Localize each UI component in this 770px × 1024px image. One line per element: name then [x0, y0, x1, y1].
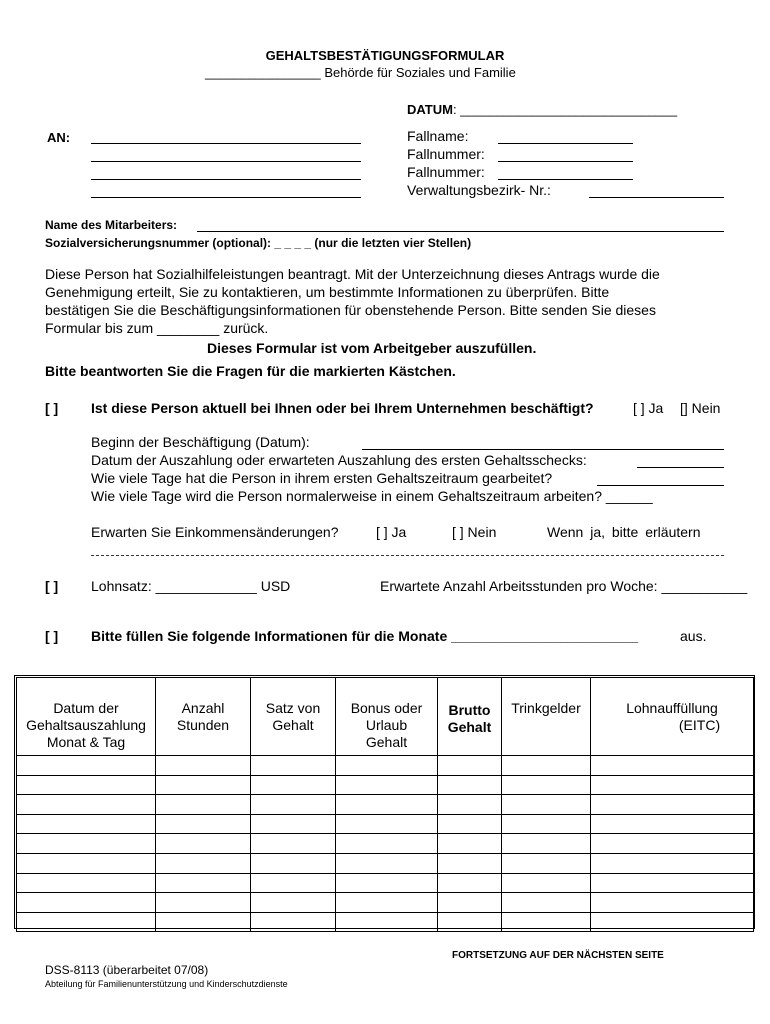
table-cell[interactable]: [251, 834, 336, 854]
agency-line: [205, 65, 516, 80]
form-title: GEHALTSBESTÄTIGUNGSFORMULAR: [265, 48, 505, 63]
col-header-gross: [438, 678, 502, 756]
table-cell[interactable]: [502, 775, 591, 795]
intro-line-1: Diese Person hat Sozialhilfeleistungen beantragt. Mit der Unterzeichnung dieses Antrags wurde die: [45, 266, 660, 282]
table-row: [17, 912, 754, 932]
table-cell[interactable]: [502, 795, 591, 815]
section1-question: Ist diese Person aktuell bei Ihnen oder bei Ihrem Unternehmen beschäftigt?: [91, 400, 594, 416]
lohnsatz-field[interactable]: Lohnsatz: _____________ USD: [91, 578, 291, 594]
income-yes-checkbox[interactable]: [ ] Ja: [376, 524, 407, 540]
table-cell[interactable]: [251, 853, 336, 873]
table-header-row: [17, 678, 754, 756]
table-cell[interactable]: [156, 795, 251, 815]
start-date-label: Beginn der Beschäftigung (Datum):: [91, 434, 310, 450]
intro-line-4: Formular bis zum ________ zurück.: [45, 320, 269, 336]
table-cell[interactable]: [156, 853, 251, 873]
table-cell[interactable]: [336, 912, 438, 932]
table-cell[interactable]: [438, 814, 502, 834]
agency-blank[interactable]: ________________: [205, 65, 321, 80]
table-cell[interactable]: [591, 853, 754, 873]
days-first-label: Wie viele Tage hat die Person in ihrem ersten Gehaltszeitraum gearbeitet?: [91, 470, 553, 486]
table-cell[interactable]: [502, 873, 591, 893]
table-body: [17, 756, 754, 932]
col-header-date-l3: Monat & Tag: [46, 734, 126, 750]
table-cell[interactable]: [591, 756, 754, 776]
section1-checkbox[interactable]: [ ]: [45, 400, 59, 416]
col-header-eitc: [591, 678, 754, 756]
table-cell[interactable]: [251, 873, 336, 893]
section2-checkbox[interactable]: [ ]: [45, 578, 59, 594]
table-cell[interactable]: [591, 912, 754, 932]
table-cell[interactable]: [156, 893, 251, 913]
table-cell[interactable]: [438, 893, 502, 913]
continue-note: FORTSETZUNG AUF DER NÄCHSTEN SEITE: [452, 950, 664, 961]
col-header-rate: [251, 678, 336, 756]
col-header-date-l1: Datum der: [53, 700, 119, 716]
table-cell[interactable]: [438, 873, 502, 893]
table-cell[interactable]: [336, 834, 438, 854]
col-header-date: [17, 678, 156, 756]
hours-field[interactable]: Erwartete Anzahl Arbeitsstunden pro Woche: ___________: [380, 578, 748, 594]
table-cell[interactable]: [336, 756, 438, 776]
table-row: [17, 795, 754, 815]
table-row: [17, 873, 754, 893]
col-header-gross-l2: Gehalt: [447, 719, 492, 735]
days-normal-label: [91, 488, 653, 504]
col-header-bonus-l2: Urlaub: [365, 717, 408, 733]
employee-name-field[interactable]: [197, 231, 724, 232]
fallnummer-label-1: Fallnummer:: [407, 146, 485, 162]
col-header-tips-l1: Trinkgelder: [511, 700, 581, 716]
table-cell[interactable]: [336, 795, 438, 815]
col-header-tips: [502, 678, 591, 756]
table-cell[interactable]: [156, 775, 251, 795]
agency-name: Behörde für Soziales und Familie: [324, 65, 516, 80]
table-cell[interactable]: [502, 893, 591, 913]
col-header-eitc-l2: (EITC): [678, 717, 721, 733]
department: Abteilung für Familienunterstützung und Kinderschutzdienste: [45, 979, 288, 989]
col-header-bonus: [336, 678, 438, 756]
table-cell[interactable]: [591, 795, 754, 815]
table-cell[interactable]: [251, 814, 336, 834]
section1-yes-checkbox[interactable]: [ ] Ja: [633, 400, 664, 416]
instruction: Bitte beantworten Sie die Fragen für die markierten Kästchen.: [45, 363, 456, 379]
table-row: [17, 853, 754, 873]
table-row: [17, 775, 754, 795]
table-cell[interactable]: [251, 775, 336, 795]
table-cell[interactable]: [591, 814, 754, 834]
days-first-field[interactable]: [597, 485, 724, 486]
table-cell[interactable]: [502, 853, 591, 873]
an-address-line-4[interactable]: [91, 197, 361, 198]
table-cell[interactable]: [438, 853, 502, 873]
table-cell[interactable]: [17, 775, 156, 795]
form-id: DSS-8113 (überarbeitet 07/08): [45, 963, 209, 977]
explain-label: Wenn ja, bitte erläutern: [547, 524, 701, 540]
table-cell[interactable]: [336, 873, 438, 893]
table-cell[interactable]: [502, 912, 591, 932]
section3-suffix: aus.: [680, 628, 707, 644]
col-header-hours-l2: Stunden: [176, 717, 230, 733]
table-cell[interactable]: [336, 775, 438, 795]
fallnummer-field-1[interactable]: [498, 161, 633, 162]
table-cell[interactable]: [156, 834, 251, 854]
col-header-eitc-l1: Lohnauffüllung: [626, 700, 718, 716]
employer-note: Dieses Formular ist vom Arbeitgeber auszufüllen.: [207, 340, 537, 356]
an-address-line-3[interactable]: [91, 179, 361, 180]
table-cell[interactable]: [156, 912, 251, 932]
table-cell[interactable]: [17, 814, 156, 834]
datum-field[interactable]: : ______________________________: [452, 102, 678, 117]
an-label: AN:: [47, 130, 71, 145]
table-cell[interactable]: [336, 853, 438, 873]
col-header-hours: [156, 678, 251, 756]
table-cell[interactable]: [17, 912, 156, 932]
fallnummer-field-2[interactable]: [498, 179, 633, 180]
bezirk-label: Verwaltungsbezirk- Nr.:: [407, 182, 551, 198]
fallname-label: Fallname:: [407, 128, 469, 144]
col-header-hours-l1: Anzahl: [181, 700, 225, 716]
days-normal-text: Wie viele Tage wird die Person normalerweise in einem Gehaltszeitraum arbeiten?: [91, 488, 602, 504]
table-cell[interactable]: [336, 893, 438, 913]
fallnummer-label-2: Fallnummer:: [407, 164, 485, 180]
table-cell[interactable]: [17, 834, 156, 854]
table-row: [17, 814, 754, 834]
an-address-line-1[interactable]: [91, 143, 361, 144]
table-cell[interactable]: [502, 834, 591, 854]
pay-table: [16, 677, 754, 932]
col-header-date-l2: Gehaltsauszahlung: [26, 717, 146, 733]
table-cell[interactable]: [251, 912, 336, 932]
table-cell[interactable]: [438, 834, 502, 854]
table-cell[interactable]: [438, 795, 502, 815]
bezirk-field[interactable]: [589, 197, 724, 198]
table-cell[interactable]: [438, 756, 502, 776]
income-change-label: Erwarten Sie Einkommensänderungen?: [91, 524, 339, 540]
table-cell[interactable]: [156, 873, 251, 893]
table-cell[interactable]: [438, 912, 502, 932]
table-cell[interactable]: [591, 834, 754, 854]
col-header-bonus-l1: Bonus oder: [350, 700, 423, 716]
datum-label: DATUM: [407, 102, 453, 117]
fallname-field[interactable]: [498, 143, 633, 144]
an-address-line-2[interactable]: [91, 161, 361, 162]
table-cell[interactable]: [17, 853, 156, 873]
table-cell[interactable]: [438, 775, 502, 795]
section3-checkbox[interactable]: [ ]: [45, 628, 59, 644]
employee-name-label: Name des Mitarbeiters:: [45, 218, 178, 232]
table-cell[interactable]: [156, 756, 251, 776]
col-header-bonus-l3: Gehalt: [365, 734, 408, 750]
table-cell[interactable]: [251, 795, 336, 815]
table-cell[interactable]: [17, 893, 156, 913]
table-row: [17, 893, 754, 913]
table-cell[interactable]: [156, 814, 251, 834]
income-no-checkbox[interactable]: [ ] Nein: [452, 524, 497, 540]
table-row: [17, 834, 754, 854]
intro-line-2: Genehmigung erteilt, Sie zu kontaktieren, um bestimmte Informationen zu überprüfen. Bitte: [45, 284, 610, 300]
table-cell[interactable]: [591, 893, 754, 913]
first-pay-field[interactable]: [637, 467, 724, 468]
start-date-field[interactable]: [362, 449, 724, 450]
col-header-gross-l1: Brutto: [448, 702, 491, 718]
col-header-rate-l1: Satz von: [265, 700, 321, 716]
ssn-label: Sozialversicherungsnummer (optional): _ _ _ _ (nur die letzten vier Stellen): [45, 236, 472, 250]
days-normal-field[interactable]: ______: [605, 488, 653, 504]
table-cell[interactable]: [17, 756, 156, 776]
explain-field[interactable]: [91, 555, 724, 556]
datum-row: [407, 102, 677, 117]
intro-line-3: bestätigen Sie die Beschäftigungsinformationen für obenstehende Person. Bitte senden Sie dieses: [45, 302, 656, 318]
table-cell[interactable]: [591, 775, 754, 795]
table-cell[interactable]: [251, 893, 336, 913]
table-cell[interactable]: [251, 756, 336, 776]
section3-text: Bitte füllen Sie folgende Informationen für die Monate ________________________: [91, 628, 638, 644]
table-cell[interactable]: [502, 814, 591, 834]
table-cell[interactable]: [502, 756, 591, 776]
table-cell[interactable]: [17, 795, 156, 815]
table-cell[interactable]: [336, 814, 438, 834]
table-row: [17, 756, 754, 776]
first-pay-label: Datum der Auszahlung oder erwarteten Auszahlung des ersten Gehaltsschecks:: [91, 452, 587, 468]
table-cell[interactable]: [17, 873, 156, 893]
col-header-rate-l2: Gehalt: [272, 717, 314, 733]
table-cell[interactable]: [591, 873, 754, 893]
section1-no-checkbox[interactable]: [] Nein: [680, 400, 721, 416]
